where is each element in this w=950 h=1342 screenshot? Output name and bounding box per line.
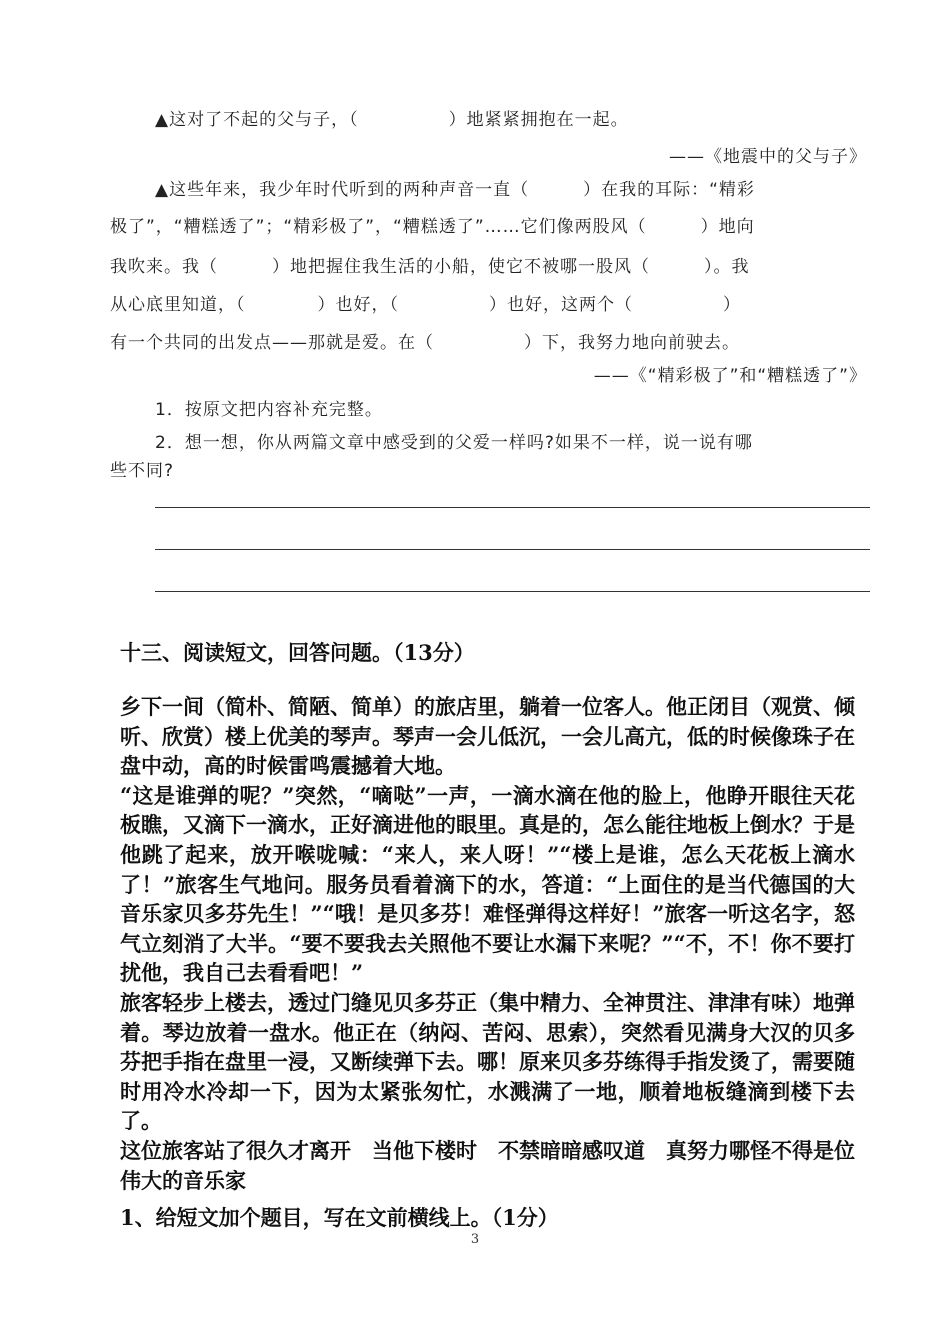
passage-paragraph: 旅客轻步上楼去，透过门缝见贝多芬正（集中精力、全神贯注、津津有味）地弹着。琴边放着一盘水。他正在（纳闷、苦闷、思索），突然看见满身大汉的贝多芬把手指在盘里一浸，又断续弹下去。哪！原来贝多芬练得手指发烫了，需要随时用冷水冷却一下，因为太紧张匆忙，水溅满了一地，顺着地板缝滴到楼下去了。 bbox=[120, 989, 855, 1134]
reading-passage bbox=[120, 692, 855, 1195]
page-number: 3 bbox=[470, 1232, 480, 1247]
answer-line[interactable] bbox=[155, 549, 870, 550]
sub-question-continued: 些不同? bbox=[110, 461, 175, 481]
section-heading: 十三、阅读短文，回答问题。（13分） bbox=[120, 640, 475, 665]
fill-in-line: ▲这对了不起的父与子，（ ）地紧紧拥抱在一起。 bbox=[155, 110, 629, 130]
fill-in-line: ▲这些年来，我少年时代听到的两种声音一直（ ）在我的耳际：“精彩 bbox=[155, 180, 755, 200]
answer-line[interactable] bbox=[155, 591, 870, 592]
source-citation: ——《地震中的父与子》 bbox=[669, 147, 867, 167]
passage-paragraph: 这位旅客站了很久才离开 当他下楼时 不禁暗暗感叹道 真努力哪怪不得是位伟大的音乐家 bbox=[120, 1137, 855, 1193]
question: 1、给短文加个题目，写在文前横线上。（1分） bbox=[120, 1205, 559, 1230]
sub-question: 1．按原文把内容补充完整。 bbox=[155, 400, 383, 420]
answer-line[interactable] bbox=[155, 507, 870, 508]
fill-in-line: 极了”，“糟糕透了”；“精彩极了”，“糟糕透了”……它们像两股风（ ）地向 bbox=[110, 217, 755, 237]
fill-in-line: 有一个共同的出发点——那就是爱。在（ ）下，我努力地向前驶去。 bbox=[110, 333, 740, 353]
passage-paragraph: “这是谁弹的呢？”突然，“嘀哒”一声，一滴水滴在他的脸上，他睁开眼往天花板瞧，又滴下一滴水，正好滴进他的眼里。真是的，怎么能往地板上倒水？于是他跳了起来，放开喉咙喊：“来人，来人呀！”“楼上是谁，怎么天花板上滴水了！”旅客生气地问。服务员看着滴下的水，答道：“上面住的是当代德国的大音乐家贝多芬先生！”“哦！是贝多芬！难怪弹得这样好！”旅客一听这名字，怒气立刻消了大半。“要不要我去关照他不要让水漏下来呢？”“不，不！你不要打扰他，我自己去看看吧！” bbox=[120, 782, 855, 986]
fill-in-line: 我吹来。我（ ）地把握住我生活的小船，使它不被哪一股风（ ）。我 bbox=[110, 257, 750, 277]
sub-question: 2．想一想，你从两篇文章中感受到的父爱一样吗?如果不一样，说一说有哪 bbox=[155, 433, 753, 453]
source-citation: ——《“精彩极了”和“糟糕透了”》 bbox=[593, 366, 867, 386]
passage-paragraph: 乡下一间（简朴、简陋、简单）的旅店里，躺着一位客人。他正闭目（观赏、倾听、欣赏）楼上优美的琴声。琴声一会儿低沉，一会儿高亢，低的时候像珠子在盘中动，高的时候雷鸣震撼着大地。 bbox=[120, 694, 855, 779]
fill-in-line: 从心底里知道，（ ）也好，（ ）也好，这两个（ ） bbox=[110, 295, 741, 315]
